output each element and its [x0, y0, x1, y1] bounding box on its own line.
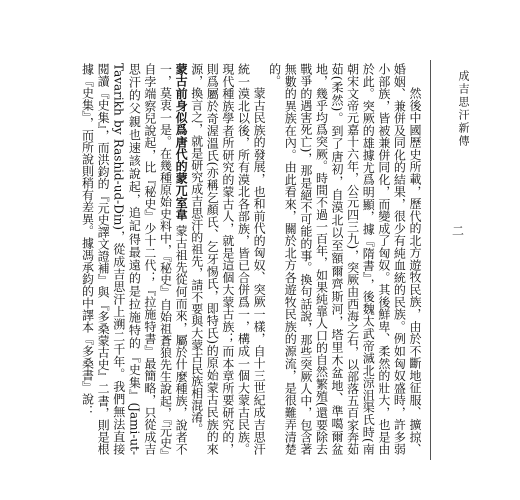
section-heading: 蒙古前身似爲唐代的蒙兀室韋 — [174, 63, 189, 221]
section-block — [79, 63, 188, 455]
page-number: 二 — [451, 224, 464, 238]
paragraph: 然後中國歷史所載，歷代的北方遊牧民族，由於不斷地征服、擴掠、婚姻、兼併及同化的結果，很少有純血統的民族。例如匈奴盛時，許多弱小部族，皆被兼併同化，而變成了匈奴。其後鮮卑、柔然的壯大，也是由於此。突厥的雄據尤爲明顯，據『隋書』，後魏太武帝滅北涼沮渠氏時(南朝宋文帝元嘉十六年，公元四三九)，突厥由西海之右，以部落五百家奔茹茹(柔然)。到了唐初，自漠北以至額爾齊斯河，塔里木盆地、準噶爾盆地，幾乎均爲突厥。時間不過一百年，如果純靠人口的自然繁殖(還要除去戰爭的遇害死亡)，那是絕不可能的事。換句話說，那些突厥人中，包含著無數的異族在內。由此看來，關於北方各遊牧民族的源流，是很難弄清楚的。 — [267, 63, 422, 455]
running-header-title: 成吉思汗新傳 — [457, 70, 470, 148]
vertical-body-text — [78, 63, 422, 455]
header-rule — [430, 60, 431, 460]
paragraph: 蒙古民族的發展，也和前代的匈奴、突厥一樣，自十三世紀成吉思汗統一漠北以後，所有漠北各部族，皆已合併爲一，構成一個大蒙古民族。現代種族學者所研究的蒙古人，就是這個大蒙古族；而本章所要研究的，則爲屬於奇渥溫氏(亦稱乞顏氏、乞牙惕氏，即特氏)的原始蒙古民族的來源，換言之，就是研究成吉思汗的祖先，請不要與大蒙古民族相混淆。 — [189, 63, 267, 455]
section-text: 蒙古祖先從何而來，屬於什麼種族，說者不一，莫衷一是。在幾種原始史料中，『秘史』自始祖蒼狼先生說起，『元史』自孛端察兒說起，比『秘史』少十二代；『拉施特書』最簡略，只從成吉思汗的父親也速該說起，追記得最遠的是拉施特的『史集』(Jami-ut-Tavarikh by Rashid-ud-Din)，從成吉思汗上溯二千年。我們無法直接閱讀『史集』，而洪鈞的『元史譯文證補』與『多桑蒙古史』二書，則是根據『史集』，而所說則稍有差異。據馮承鈞的中譯本『多桑書』說： — [80, 63, 189, 455]
